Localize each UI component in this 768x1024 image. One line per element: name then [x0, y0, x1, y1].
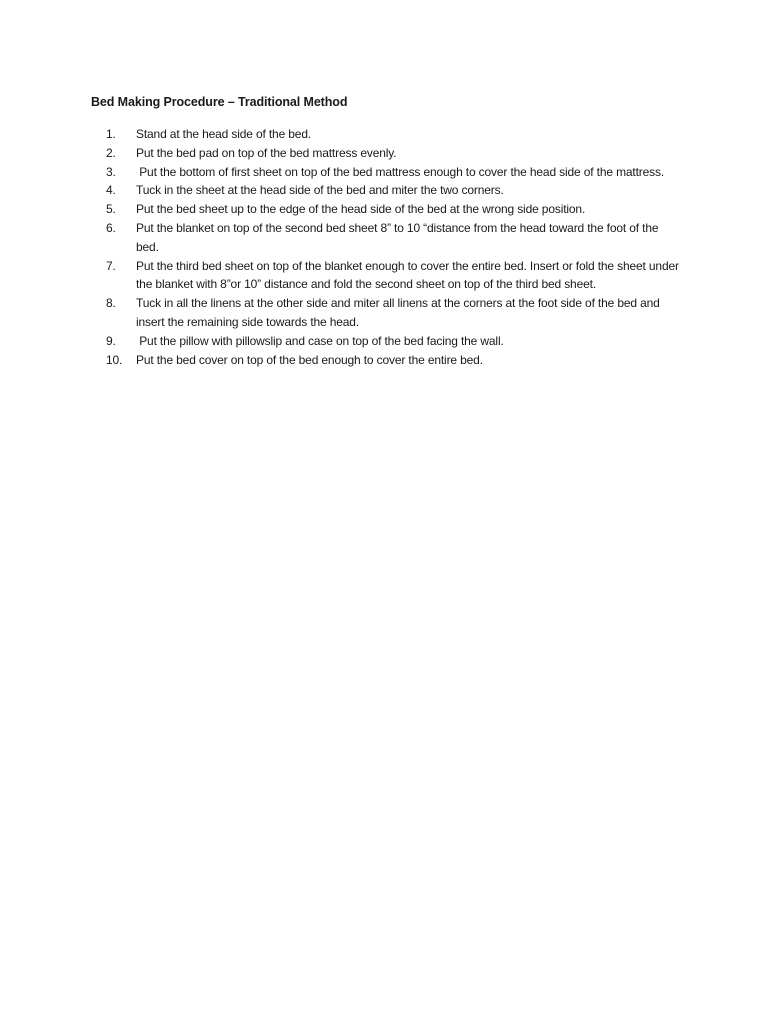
document-page [91, 94, 681, 369]
step-text: Put the bed sheet up to the edge of the head side of the bed at the wrong side position. [136, 202, 586, 217]
step-number-label: 5. [106, 202, 116, 217]
list-item [91, 163, 681, 182]
list-item [91, 200, 681, 219]
list-item [91, 125, 681, 144]
step-number-label: 10. [106, 352, 123, 367]
step-text: Tuck in the sheet at the head side of the bed and miter the two corners. [136, 183, 504, 198]
list-item [91, 332, 681, 351]
list-item [91, 219, 681, 257]
step-number [91, 351, 136, 370]
step-text: Put the blanket on top of the second bed sheet 8” to 10 “distance from the head toward the foot of the bed. [136, 220, 662, 254]
step-number-label: 7. [106, 258, 116, 273]
step-number [91, 332, 136, 351]
step-number-label: 2. [106, 145, 116, 160]
step-number [91, 144, 136, 163]
document-title: Bed Making Procedure – Traditional Method [91, 95, 348, 109]
step-text: Put the bed cover on top of the bed enough to cover the entire bed. [136, 352, 483, 367]
step-number [91, 294, 136, 332]
step-number-label: 9. [106, 333, 116, 348]
list-item [91, 294, 681, 332]
step-number-label: 1. [106, 127, 116, 141]
list-item [91, 351, 681, 370]
step-text: Put the third bed sheet on top of the blanket enough to cover the entire bed. Insert or fold the sheet under the blanket with 8”or 10” distance and fold the second sheet on top of the third bed sheet. [136, 258, 683, 292]
step-number [91, 163, 136, 182]
step-text: Put the pillow with pillowslip and case on top of the bed facing the wall. [136, 333, 504, 348]
list-item [91, 257, 681, 295]
step-text: Put the bottom of first sheet on top of the bed mattress enough to cover the head side of the mattress. [136, 164, 665, 179]
step-number-label: 8. [106, 296, 116, 311]
step-number [91, 125, 136, 144]
step-text: Put the bed pad on top of the bed mattress evenly. [136, 145, 397, 160]
step-number [91, 200, 136, 219]
step-number [91, 257, 136, 295]
step-text: Tuck in all the linens at the other side and miter all linens at the corners at the foot side of the bed and insert the remaining side towards the head. [136, 296, 663, 329]
list-item [91, 181, 681, 200]
list-item [91, 144, 681, 163]
step-number [91, 181, 136, 200]
procedure-steps-list [91, 125, 681, 369]
step-number-label: 6. [106, 220, 116, 235]
step-number-label: 4. [106, 183, 116, 198]
step-text: Stand at the head side of the bed. [136, 127, 312, 141]
step-number [91, 219, 136, 257]
step-number-label: 3. [106, 164, 116, 179]
